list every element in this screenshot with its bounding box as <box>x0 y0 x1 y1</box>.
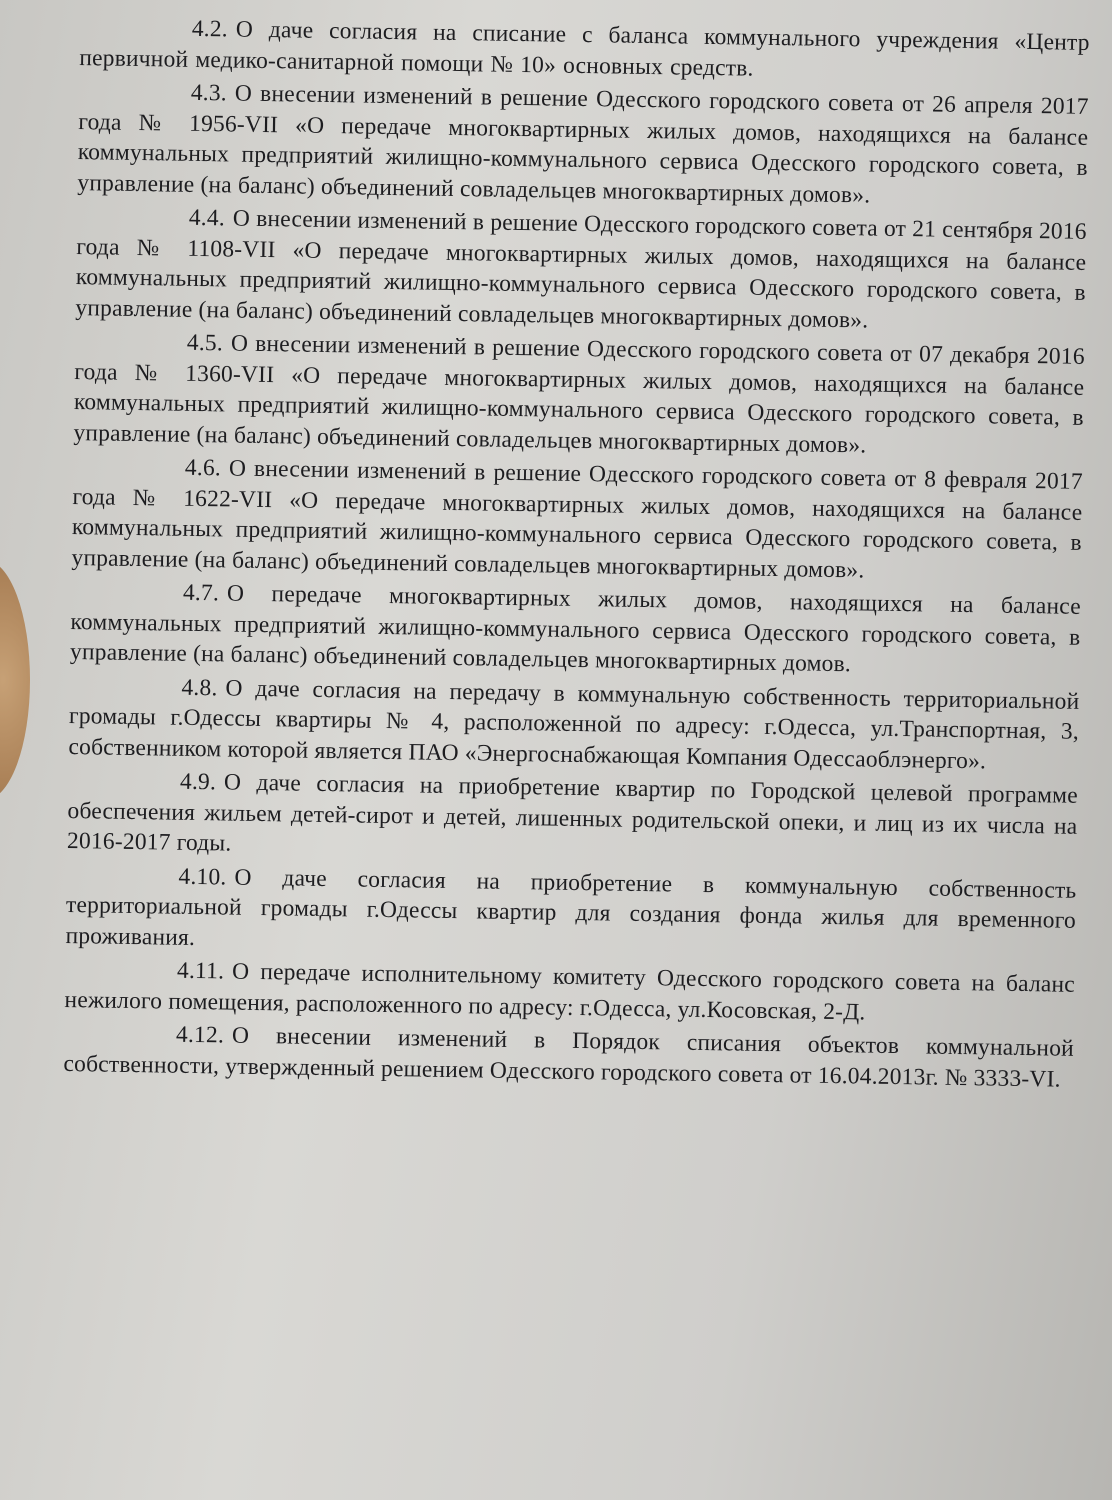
item-text: О внесении изменений в решение Одесского городского совета от 8 февраля 2017 года № 1622-VII «О передаче многоквартирных жилых домов, находящихся на балансе коммунальных предприятий жилищно-коммунального сервиса Одесского городского совета, в управление (на баланс) объединений совладельцев многоквартирных домов». <box>71 455 1084 583</box>
item-number: 4.9. <box>179 768 217 796</box>
agenda-item-4-12 <box>63 1018 1074 1095</box>
agenda-item-4-3 <box>77 76 1089 214</box>
item-text: О даче согласия на списание с баланса коммунального учреждения «Центр первичной медико-санитарной помощи № 10» основных средств. <box>79 16 1090 82</box>
item-number: 4.5. <box>186 329 224 357</box>
item-number: 4.8. <box>181 674 218 701</box>
item-text: О внесении изменений в Порядок списания объектов коммунальной собственности, утвержденный решением Одесского городского совета от 16.04.2013г. № 3333-VI. <box>63 1022 1075 1093</box>
agenda-item-4-10 <box>65 859 1076 966</box>
agenda-item-4-6 <box>71 451 1083 589</box>
agenda-item-4-5 <box>73 326 1085 464</box>
agenda-item-4-11 <box>64 954 1075 1031</box>
item-text: О внесении изменений в решение Одесского городского совета от 07 декабря 2016 года № 1360-VII «О передаче многоквартирных жилых домов, находящихся на балансе коммунальных предприятий жилищно-коммунального сервиса Одесского городского совета, в управление (на баланс) объединений совладельцев многоквартирных домов». <box>73 330 1085 458</box>
item-text: О даче согласия на передачу в коммунальную собственность территориальной громады г.Одессы квартиры № 4, расположенной по адресу: г.Одесса, ул.Транспортная, 3, собственником которой является ПАО «Энергоснабжающая Компания Одессаоблэнерго». <box>68 674 1080 774</box>
item-number: 4.11. <box>176 957 225 985</box>
finger-edge <box>0 560 30 800</box>
agenda-item-4-8 <box>68 670 1079 777</box>
item-text: О внесении изменений в решение Одесского городского совета от 26 апреля 2017 года № 1956-VII «О передаче многоквартирных жилых домов, находящихся на балансе коммунальных предприятий жилищно-коммунального сервиса Одесского городского совета, в управление (на баланс) объединений совладельцев многоквартирных домов». <box>77 80 1089 209</box>
document-page <box>57 12 1090 1498</box>
item-text: О передаче многоквартирных жилых домов, находящихся на балансе коммунальных предприятий жилищно-коммунального сервиса Одесского городского совета, в управление (на баланс) объединений совладельцев многоквартирных домов. <box>69 580 1082 678</box>
item-number: 4.12. <box>175 1021 225 1049</box>
item-number: 4.4. <box>188 204 226 232</box>
item-number: 4.6. <box>184 454 222 482</box>
item-text: О внесении изменений в решение Одесского городского совета от 21 сентября 2016 года № 1108-VII «О передаче многоквартирных жилых домов, находящихся на балансе коммунальных предприятий жилищно-коммунального сервиса Одесского городского совета, в управление (на баланс) объединений совладельцев многоквартирных домов». <box>75 205 1087 333</box>
item-number: 4.2. <box>191 15 229 43</box>
item-text: О даче согласия на приобретение квартир по Городской целевой программе обеспечения жильем детей-сирот и детей, лишенных родительской опеки, и лиц из их числа на 2016-2017 годы. <box>66 769 1079 857</box>
agenda-item-4-7 <box>70 576 1081 683</box>
item-number: 4.10. <box>178 863 227 890</box>
agenda-item-4-4 <box>75 201 1087 339</box>
agenda-item-4-9 <box>67 765 1078 872</box>
agenda-item-4-2 <box>79 12 1090 89</box>
item-text: О даче согласия на приобретение в коммунальную собственность территориальной громады г.Одессы квартир для создания фонда жилья для временного проживания. <box>65 864 1077 951</box>
agenda-list <box>63 12 1090 1095</box>
item-number: 4.7. <box>182 579 220 607</box>
item-number: 4.3. <box>190 79 228 107</box>
item-text: О передаче исполнительному комитету Одесского городского совета на баланс нежилого помещения, расположенного по адресу: г.Одесса, ул.Косовская, 2-Д. <box>64 958 1076 1026</box>
